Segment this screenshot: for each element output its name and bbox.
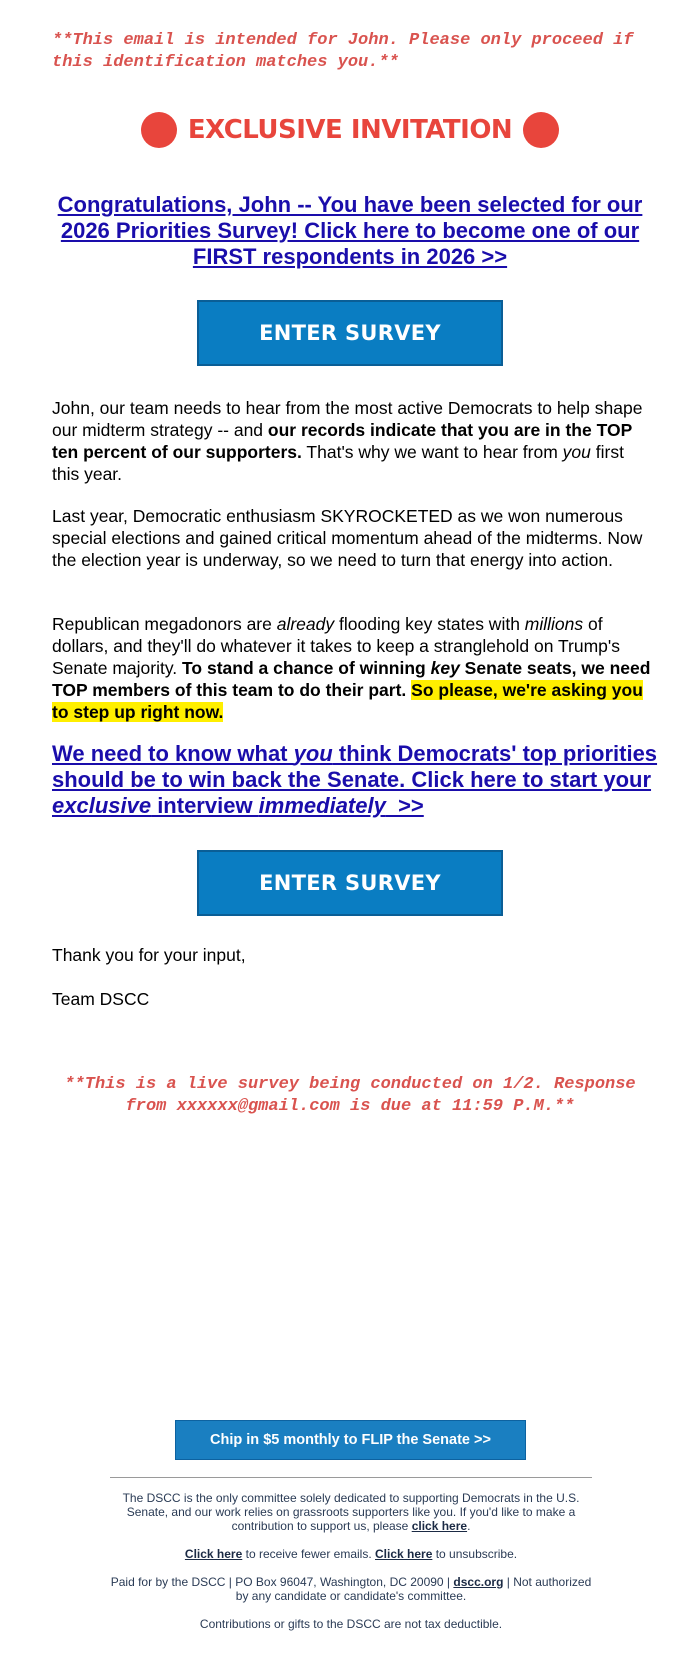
paragraph-enthusiasm: Last year, Democratic enthusiasm SKYROCKETED as we won numerous special elections and gained critical momentum ahead of the midterms. Now the election year is underway, so we need to turn that energy into action. bbox=[52, 506, 643, 570]
footer-divider bbox=[110, 1477, 592, 1478]
footer-about: The DSCC is the only committee solely dedicated to supporting Democrats in the U.S. Senate, and our work relies on grassroots supporters like you. If you'd like to make a contribution to support us, please click here. bbox=[122, 1491, 580, 1533]
priorities-survey-link[interactable]: We need to know what you think Democrats' top priorities should be to win back the Senate. Click here to start your exclusive interview immediately >> bbox=[52, 741, 658, 818]
signoff-team: Team DSCC bbox=[52, 989, 150, 1009]
bold-text: our records indicate that you are in the TOP ten percent of our supporters. bbox=[52, 420, 632, 462]
banner-title: EXCLUSIVE INVITATION bbox=[187, 115, 513, 145]
highlighted-text: So please, we're asking you to step up right now. bbox=[52, 680, 643, 722]
text: Republican megadonors are bbox=[52, 614, 277, 634]
italic-text: you bbox=[562, 442, 591, 462]
exclusive-invitation-banner bbox=[0, 112, 700, 148]
unsubscribe-link[interactable]: Click here bbox=[375, 1547, 433, 1561]
paragraph-megadonors bbox=[52, 613, 656, 723]
text: That's why we want to hear from bbox=[301, 442, 563, 462]
paragraph-top-supporters bbox=[52, 397, 656, 485]
footer-tax-note: Contributions or gifts to the DSCC are not tax deductible. bbox=[199, 1617, 503, 1631]
enter-survey-button[interactable]: ENTER SURVEY bbox=[197, 300, 503, 366]
bold-text: To stand a chance of winning key Senate seats, we need TOP members of this team to do their part. bbox=[52, 658, 651, 700]
text: first this year. bbox=[52, 442, 624, 484]
chip-in-button[interactable]: Chip in $5 monthly to FLIP the Senate >> bbox=[175, 1420, 526, 1460]
dscc-site-link[interactable]: dscc.org bbox=[453, 1575, 504, 1589]
enter-survey-button[interactable]: ENTER SURVEY bbox=[197, 850, 503, 916]
fewer-emails-link[interactable]: Click here bbox=[184, 1547, 243, 1561]
red-dot-icon bbox=[523, 112, 559, 148]
text: of dollars, and they'll do whatever it takes to keep a stranglehold on Trump's Senate majority. bbox=[52, 614, 620, 678]
footer-email-prefs: Click here to receive fewer emails. Click here to unsubscribe. bbox=[184, 1547, 518, 1561]
red-dot-icon bbox=[141, 112, 177, 148]
identification-notice: **This email is intended for John. Please only proceed if this identification matches you.** bbox=[52, 31, 634, 72]
contribute-link[interactable]: click here bbox=[411, 1519, 468, 1533]
italic-text: millions bbox=[524, 614, 584, 634]
congratulations-survey-link[interactable]: Congratulations, John -- You have been selected for our 2026 Priorities Survey! Click here to become one of our FIRST respondents in 2026 >> bbox=[57, 192, 643, 269]
italic-text: already bbox=[276, 614, 335, 634]
text: flooding key states with bbox=[334, 614, 525, 634]
text: John, our team needs to hear from the most active Democrats to help shape our midterm strategy -- and bbox=[52, 398, 643, 440]
footer-paid-for: Paid for by the DSCC | PO Box 96047, Washington, DC 20090 | dscc.org | Not authorized by any candidate or candidate's committee. bbox=[110, 1575, 592, 1603]
live-survey-notice: **This is a live survey being conducted on 1/2. Response from xxxxxx@gmail.com is due at 11:59 P.M.** bbox=[64, 1075, 636, 1116]
signoff-thanks: Thank you for your input, bbox=[52, 945, 246, 965]
